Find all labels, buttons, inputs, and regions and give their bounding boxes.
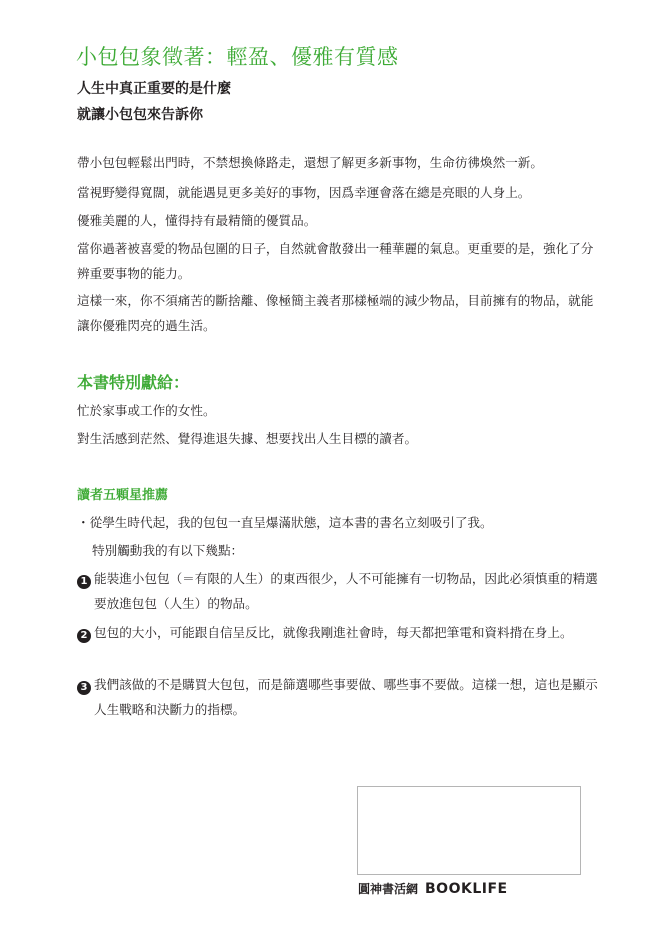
review-point-1 — [77, 566, 599, 616]
publisher-name-chinese: 圓神書活網 — [358, 882, 419, 896]
intro-paragraph-4: 當你過著被喜愛的物品包圍的日子，自然就會散發出一種華麗的氣息。更重要的是，強化了分辨重要事物的能力。 — [77, 241, 594, 281]
subtitle-1: 人生中真正重要的是什麼 — [77, 81, 231, 97]
review-point-2-text: 包包的大小，可能跟自信呈反比，就像我剛進社會時，每天都把筆電和資料揹在身上。 — [94, 625, 573, 640]
intro-paragraph-1: 帶小包包輕鬆出門時，不禁想換條路走，還想了解更多新事物，生命彷彿煥然一新。 — [77, 155, 543, 170]
empty-frame-box — [357, 786, 581, 875]
dedication-item-1: 忙於家事或工作的女性。 — [77, 403, 216, 418]
intro-paragraph-3: 優雅美麗的人，懂得持有最精簡的優質品。 — [77, 213, 317, 228]
number-3-icon: 3 — [77, 681, 91, 695]
publisher-logo — [358, 880, 508, 897]
number-1-icon: 1 — [77, 575, 91, 589]
publisher-name-english: BOOKLIFE — [425, 880, 508, 897]
review-intro-line-2: 特別觸動我的有以下幾點： — [92, 543, 244, 558]
page-title: 小包包象徵著：輕盈、優雅有質感 — [76, 45, 399, 69]
review-intro-line: ・從學生時代起，我的包包一直呈爆滿狀態，這本書的書名立刻吸引了我。 — [77, 515, 493, 530]
review-point-1-text: 能裝進小包包（＝有限的人生）的東西很少，人不可能擁有一切物品，因此必須慎重的精選要放進包包（人生）的物品。 — [94, 571, 598, 611]
review-point-3 — [77, 672, 599, 722]
number-2-icon: 2 — [77, 629, 91, 643]
review-point-3-text: 我們該做的不是購買大包包，而是篩選哪些事要做、哪些事不要做。這樣一想，這也是顯示人生戰略和決斷力的指標。 — [94, 677, 598, 717]
intro-paragraph-5: 這樣一來，你不須痛苦的斷捨離、像極簡主義者那樣極端的減少物品，目前擁有的物品，就能讓你優雅閃亮的過生活。 — [77, 293, 594, 333]
intro-paragraph-2: 當視野變得寬闊，就能遇見更多美好的事物，因爲幸運會落在總是亮眼的人身上。 — [77, 185, 531, 200]
review-point-2 — [77, 620, 599, 645]
dedication-heading: 本書特別獻給： — [77, 373, 190, 392]
subtitle-2: 就讓小包包來告訴你 — [77, 107, 203, 123]
reviews-heading: 讀者五顆星推薦 — [77, 488, 169, 503]
dedication-item-2: 對生活感到茫然、覺得進退失據、想要找出人生目標的讀者。 — [77, 431, 418, 446]
